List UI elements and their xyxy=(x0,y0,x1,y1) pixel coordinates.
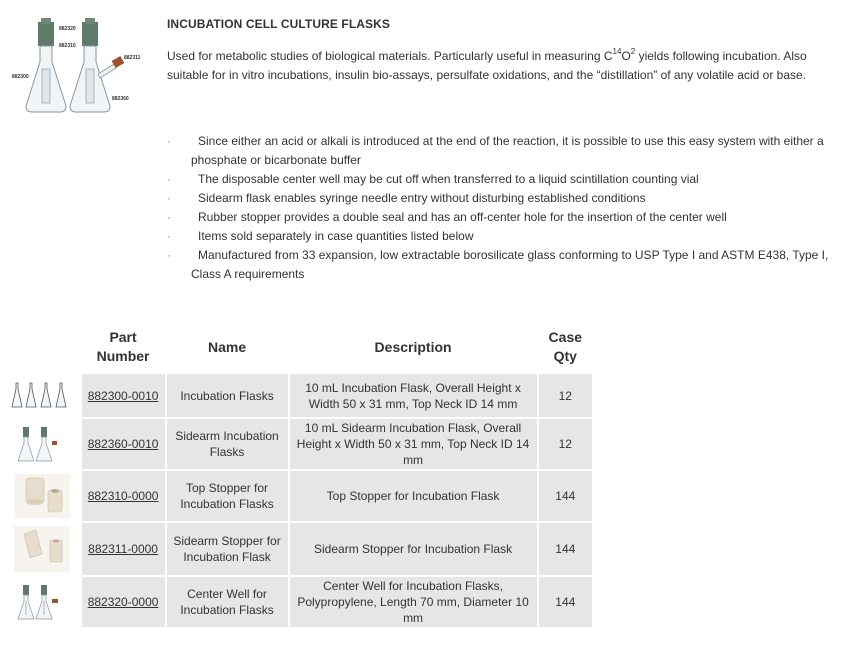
feature-item xyxy=(167,189,832,208)
bullet-marker: · xyxy=(167,191,171,205)
table-header-row xyxy=(10,322,592,372)
table-row xyxy=(10,419,592,469)
flask-pair-illustration xyxy=(10,14,150,118)
case-qty-cell: 144 xyxy=(539,471,592,521)
sidearm-flasks-thumbnail-icon xyxy=(10,421,72,467)
header-case-qty: Case Qty xyxy=(539,322,592,372)
page-title: INCUBATION CELL CULTURE FLASKS xyxy=(167,17,390,31)
feature-text: The disposable center well may be cut off when transferred to a liquid scintillation counting vial xyxy=(198,172,699,186)
intro-text-3: yields following incubation. Also suitable for in vitro incubations, insulin bio-assays, persulfate oxidations, and the “distillation” of any volatile acid or base. xyxy=(167,49,807,82)
description-cell: 10 mL Sidearm Incubation Flask, Overall Height x Width 50 x 31 mm, Top Neck ID 14 mm xyxy=(290,419,537,469)
feature-list xyxy=(167,132,832,284)
part-number-cell xyxy=(82,471,165,521)
intro-paragraph xyxy=(167,47,827,85)
part-number-cell xyxy=(82,577,165,627)
description-cell: Top Stopper for Incubation Flask xyxy=(290,471,537,521)
intro-text-2: O xyxy=(621,49,631,63)
feature-item xyxy=(167,208,832,227)
header-description: Description xyxy=(290,322,537,372)
bullet-marker: · xyxy=(167,248,171,262)
flasks-thumbnail-icon xyxy=(10,379,72,413)
name-cell: Center Well for Incubation Flasks xyxy=(167,577,288,627)
header-image-column xyxy=(10,322,80,372)
hero-label-882360: 882360 xyxy=(112,96,129,102)
table-row xyxy=(10,471,592,521)
part-number-link[interactable]: 882360-0010 xyxy=(87,437,159,451)
part-number-link[interactable]: 882300-0010 xyxy=(87,388,159,403)
name-cell: Sidearm Incubation Flasks xyxy=(167,419,288,469)
table-row xyxy=(10,523,592,575)
name-cell: Incubation Flasks xyxy=(167,374,288,417)
part-number-link[interactable]: 882310-0000 xyxy=(87,489,159,503)
row-thumbnail-cell xyxy=(10,471,80,521)
feature-text: Items sold separately in case quantities listed below xyxy=(198,229,474,243)
row-thumbnail-cell xyxy=(10,577,80,627)
feature-text: Since either an acid or alkali is introduced at the end of the reaction, it is possible to use this easy system with either a phosphate or bicarbonate buffer xyxy=(191,134,824,167)
feature-item xyxy=(167,227,832,246)
hero-label-882320: 882320 xyxy=(59,26,76,32)
bullet-marker: · xyxy=(167,210,171,224)
header-name: Name xyxy=(167,322,288,372)
intro-superscript-1: 14 xyxy=(612,47,622,56)
part-number-cell xyxy=(82,374,165,417)
bullet-marker: · xyxy=(167,172,171,186)
row-thumbnail-cell xyxy=(10,374,80,417)
feature-item xyxy=(167,132,832,170)
part-number-link[interactable]: 882311-0000 xyxy=(88,542,158,556)
top-stopper-thumbnail-icon xyxy=(10,472,72,520)
hero-label-882310: 882310 xyxy=(59,43,76,49)
product-table xyxy=(8,320,594,629)
feature-text: Manufactured from 33 expansion, low extractable borosilicate glass conforming to USP Type I and ASTM E438, Type I, Class A requirements xyxy=(191,248,829,281)
intro-superscript-2: 2 xyxy=(630,47,636,56)
sidearm-stopper-thumbnail-icon xyxy=(10,524,72,574)
hero-flasks-image xyxy=(10,14,150,118)
part-number-link[interactable]: 882320-0000 xyxy=(87,595,159,609)
name-cell: Top Stopper for Incubation Flasks xyxy=(167,471,288,521)
header-part-number: Part Number xyxy=(82,322,165,372)
description-cell: 10 mL Incubation Flask, Overall Height x Width 50 x 31 mm, Top Neck ID 14 mm xyxy=(290,374,537,417)
name-cell: Sidearm Stopper for Incubation Flask xyxy=(167,523,288,575)
case-qty-cell: 12 xyxy=(539,374,592,417)
case-qty-cell: 144 xyxy=(539,523,592,575)
part-number-cell xyxy=(82,419,165,469)
bullet-marker: · xyxy=(167,229,171,243)
hero-label-882311: 882311 xyxy=(124,55,141,61)
part-number-cell xyxy=(82,523,165,575)
center-well-thumbnail-icon xyxy=(10,579,72,625)
row-thumbnail-cell xyxy=(10,419,80,469)
feature-text: Sidearm flask enables syringe needle entry without disturbing established conditions xyxy=(198,191,646,205)
case-qty-cell: 12 xyxy=(539,419,592,469)
intro-text-1: Used for metabolic studies of biological materials. Particularly useful in measuring C xyxy=(167,49,613,63)
table-row xyxy=(10,374,592,417)
bullet-marker: · xyxy=(167,134,171,148)
case-qty-cell: 144 xyxy=(539,577,592,627)
feature-item xyxy=(167,170,832,189)
description-cell: Center Well for Incubation Flasks, Polypropylene, Length 70 mm, Diameter 10 mm xyxy=(290,577,537,627)
feature-item xyxy=(167,246,832,284)
product-table-container xyxy=(8,320,594,629)
feature-text: Rubber stopper provides a double seal and has an off-center hole for the insertion of the center well xyxy=(198,210,727,224)
row-thumbnail-cell xyxy=(10,523,80,575)
table-row xyxy=(10,577,592,627)
hero-label-882300: 882300 xyxy=(12,74,29,80)
description-cell: Sidearm Stopper for Incubation Flask xyxy=(290,523,537,575)
